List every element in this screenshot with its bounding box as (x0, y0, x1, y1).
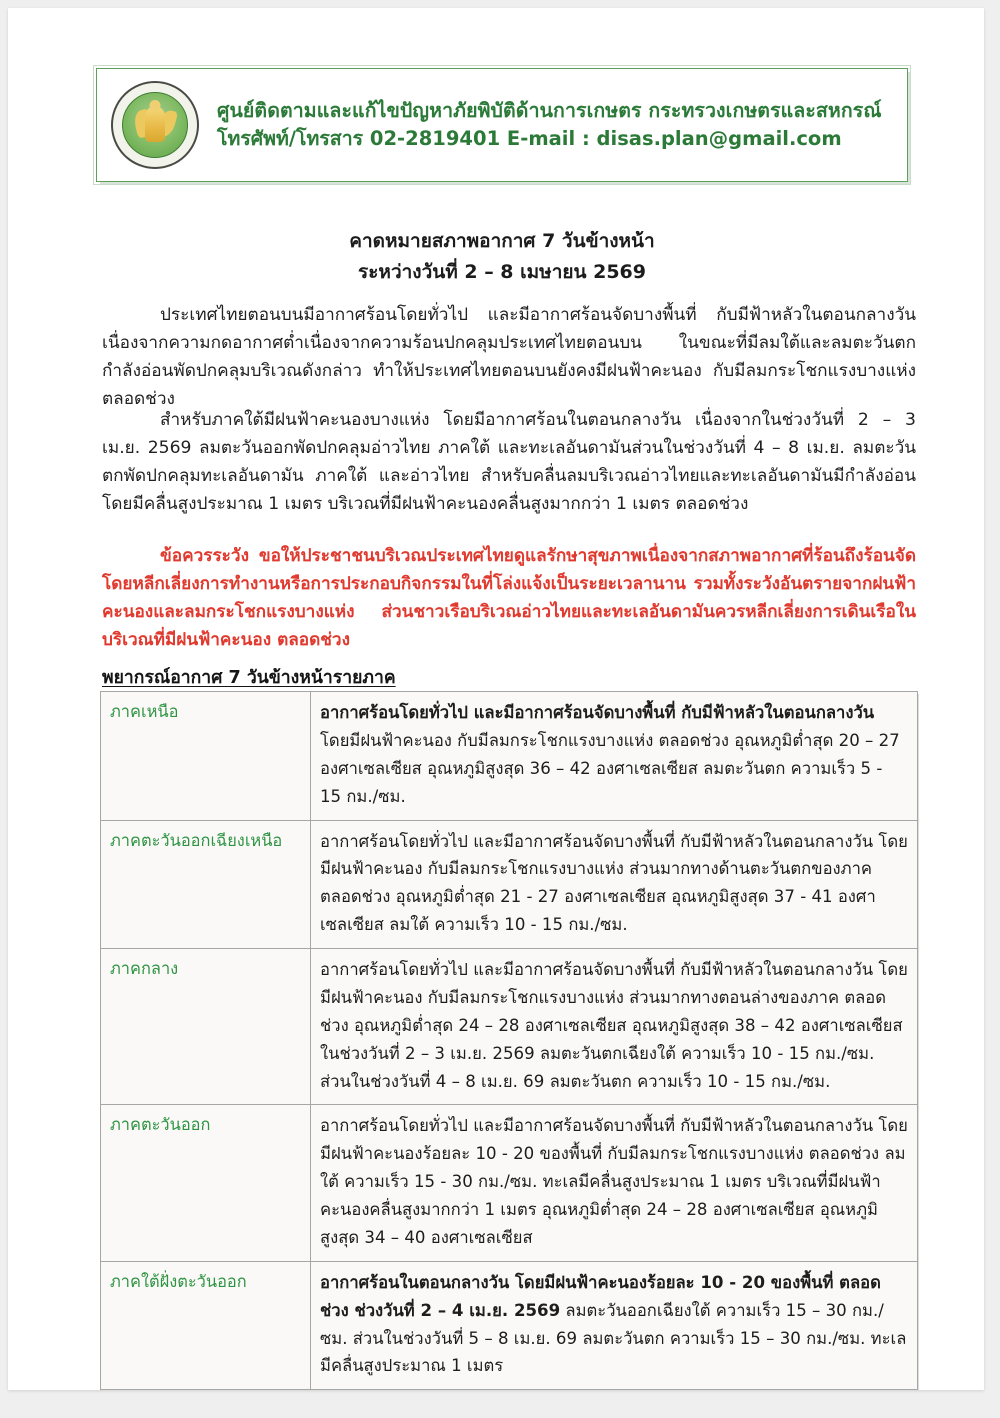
document-page (8, 8, 984, 1390)
letterhead-text-block (199, 97, 907, 154)
region-name-cell: ภาคเหนือ (101, 692, 311, 821)
page-title (96, 226, 908, 288)
region-name-cell: ภาคตะวันออกเฉียงเหนือ (101, 820, 311, 949)
forecast-headline-text: อากาศร้อนโดยทั่วไป และมีอากาศร้อนจัดบางพื้นที่ กับมีฟ้าหลัวในตอนกลางวัน (320, 703, 875, 722)
paragraph-upper-thailand: ประเทศไทยตอนบนมีอากาศร้อนโดยทั่วไป และมีอากาศร้อนจัดบางพื้นที่ กับมีฟ้าหลัวในตอนกลางวัน เนื่องจากความกดอากาศต่ำเนื่องจากความร้อนปกคลุมประเทศไทยตอนบน ในขณะที่มีลมใต้และลมตะวันตกกำลังอ่อนพัดปกคลุมบริเวณดังกล่าว ทำให้ประเทศไทยตอนบนยังคงมีฝนฟ้าคะนอง กับมีลมกระโชกแรงบางแห่ง ตลอดช่วง (102, 305, 916, 410)
letterhead-header (96, 68, 908, 182)
region-name-cell: ภาคใต้ฝั่งตะวันออก (101, 1261, 311, 1390)
region-forecast-cell (311, 1261, 918, 1390)
paragraph-southern-thailand: สำหรับภาคใต้มีฝนฟ้าคะนองบางแห่ง โดยมีอากาศร้อนในตอนกลางวัน เนื่องจากในช่วงวันที่ 2 – 3 เม.ย. 2569 ลมตะวันออกพัดปกคลุมอ่าวไทย ภาคใต้ และทะเลอันดามันส่วนในช่วงวันที่ 4 – 8 เม.ย. ลมตะวันตกพัดปกคลุมทะเลอันดามัน ภาคใต้ และอ่าวไทย สำหรับคลื่นลมบริเวณอ่าวไทยและทะเลอันดามันมีกำลังอ่อน โดยมีคลื่นสูงประมาณ 1 เมตร บริเวณที่มีฝนฟ้าคะนองคลื่นสูงมากกว่า 1 เมตร ตลอดช่วง (102, 410, 916, 515)
seal-ring-inscription (113, 83, 197, 167)
region-name-cell: ภาคตะวันออก (101, 1105, 311, 1261)
forecast-detail-text: โดยมีฝนฟ้าคะนอง กับมีลมกระโชกแรงบางแห่ง ตลอดช่วง อุณหภูมิต่ำสุด 20 – 27 องศาเซลเซียส อุณหภูมิสูงสุด 36 – 42 องศาเซลเซียส ลมตะวันตก ความเร็ว 5 - 15 กม./ซม. (320, 730, 900, 806)
forecast-detail-text: อากาศร้อนโดยทั่วไป และมีอากาศร้อนจัดบางพื้นที่ กับมีฟ้าหลัวในตอนกลางวัน โดยมีฝนฟ้าคะนอง กับมีลมกระโชกแรงบางแห่ง ส่วนมากทางด้านตะวันตกของภาค ตลอดช่วง อุณหภูมิต่ำสุด 21 - 27 องศาเซลเซียส อุณหภูมิสูงสุด 37 - 41 องศาเซลเซียส ลมใต้ ความเร็ว 10 - 15 กม./ซม. (320, 831, 908, 935)
title-line-2: ระหว่างวันที่ 2 – 8 เมษายน 2569 (358, 260, 646, 283)
table-row (101, 1261, 918, 1390)
forecast-detail-text: ลมตะวันออกเฉียงใต้ ความเร็ว 15 – 30 กม./ซม. ส่วนในช่วงวันที่ 5 – 8 เม.ย. 69 ลมตะวันตก ความเร็ว 15 – 30 กม./ซม. ทะเลมีคลื่นสูงประมาณ 1 เมตร (320, 1300, 907, 1376)
region-name-cell: ภาคกลาง (101, 949, 311, 1105)
ministry-seal-logo (111, 81, 199, 169)
table-row (101, 1105, 918, 1261)
seal-outer-ring (111, 81, 199, 169)
paragraph-warning-notice: ข้อควรระวัง ขอให้ประชาชนบริเวณประเทศไทยดูแลรักษาสุขภาพเนื่องจากสภาพอากาศที่ร้อนถึงร้อนจัด โดยหลีกเลี่ยงการทำงานหรือการประกอบกิจกรรมในที่โล่งแจ้งเป็นระยะเวลานาน รวมทั้งระวังอันตรายจากฝนฟ้าคะนองและลมกระโชกแรงบางแห่ง ส่วนชาวเรือบริเวณอ่าวไทยและทะเลอันดามันควรหลีกเลี่ยงการเดินเรือในบริเวณที่มีฝนฟ้าคะนอง ตลอดช่วง (102, 546, 916, 651)
table-row (101, 820, 918, 949)
table-row (101, 949, 918, 1105)
forecast-headline-text: อากาศร้อนในตอนกลางวัน โดยมีฝนฟ้าคะนองร้อยละ 10 - 20 ของพื้นที่ ตลอดช่วง ช่วงวันที่ 2 – 4 เม.ย. 2569 (320, 1272, 881, 1320)
region-forecast-cell (311, 1105, 918, 1261)
table-row (101, 692, 918, 821)
regional-forecast-table (100, 691, 918, 1390)
region-forecast-cell (311, 949, 918, 1105)
contact-line: โทรศัพท์/โทรสาร 02-2819401 E-mail : disas.plan@gmail.com (217, 127, 842, 150)
title-line-1: คาดหมายสภาพอากาศ 7 วันข้างหน้า (349, 230, 655, 252)
section-heading-regional-forecast: พยากรณ์อากาศ 7 วันข้างหน้ารายภาค (102, 668, 396, 688)
organization-name: ศูนย์ติดตามและแก้ไขปัญหาภัยพิบัติด้านการเกษตร กระทรวงเกษตรและสหกรณ์ (217, 98, 882, 122)
region-forecast-cell (311, 692, 918, 821)
region-forecast-cell (311, 820, 918, 949)
forecast-detail-text: อากาศร้อนโดยทั่วไป และมีอากาศร้อนจัดบางพื้นที่ กับมีฟ้าหลัวในตอนกลางวัน โดยมีฝนฟ้าคะนองร้อยละ 10 - 20 ของพื้นที่ กับมีลมกระโชกแรงบางแห่ง ตลอดช่วง ลมใต้ ความเร็ว 15 - 30 กม./ซม. ทะเลมีคลื่นสูงประมาณ 1 เมตร บริเวณที่มีฝนฟ้าคะนองคลื่นสูงมากกว่า 1 เมตร อุณหภูมิต่ำสุด 24 – 28 องศาเซลเซียส อุณหภูมิสูงสุด 34 – 40 องศาเซลเซียส (320, 1116, 908, 1247)
forecast-detail-text: อากาศร้อนโดยทั่วไป และมีอากาศร้อนจัดบางพื้นที่ กับมีฟ้าหลัวในตอนกลางวัน โดยมีฝนฟ้าคะนอง กับมีลมกระโชกแรงบางแห่ง ส่วนมากทางตอนล่างของภาค ตลอดช่วง อุณหภูมิต่ำสุด 24 – 28 องศาเซลเซียส อุณหภูมิสูงสุด 38 – 42 องศาเซลเซียส ในช่วงวันที่ 2 – 3 เม.ย. 2569 ลมตะวันตกเฉียงใต้ ความเร็ว 10 - 15 กม./ซม. ส่วนในช่วงวันที่ 4 – 8 เม.ย. 69 ลมตะวันตก ความเร็ว 10 - 15 กม./ซม. (320, 960, 908, 1091)
